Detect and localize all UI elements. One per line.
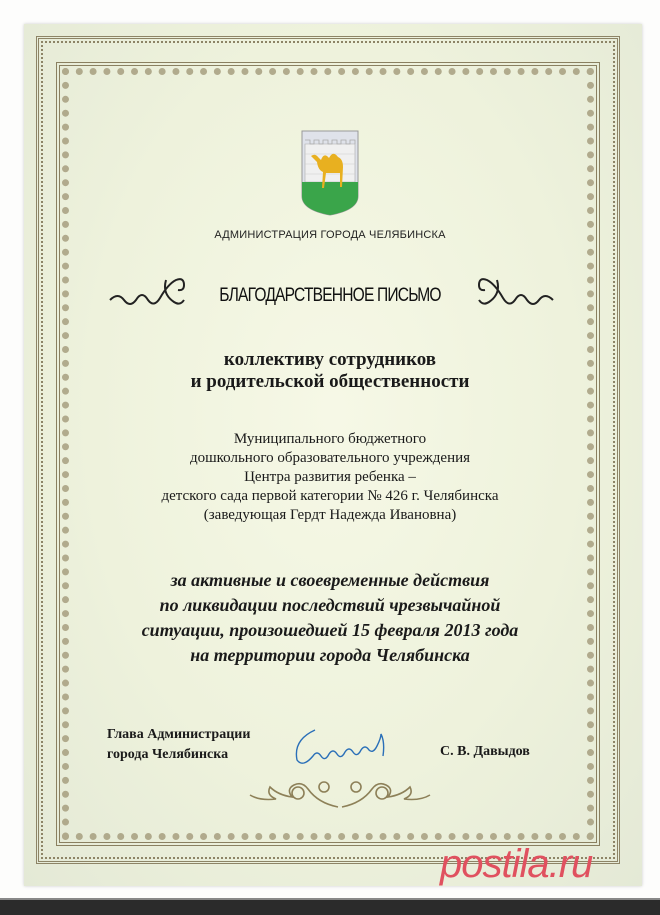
reason-line: на территории города Челябинска — [190, 645, 470, 665]
reason-line: за активные и своевременные действия — [170, 570, 490, 590]
organization-line: (заведующая Гердт Надежда Ивановна) — [203, 507, 457, 523]
recipient — [0, 349, 660, 393]
bottom-edge — [0, 898, 660, 915]
reason — [0, 568, 660, 668]
signatory-position — [107, 725, 250, 765]
organization — [0, 430, 660, 525]
document-title: БЛАГОДАРСТВЕННОЕ ПИСЬМО — [219, 285, 441, 306]
reason-line: по ликвидации последствий чрезвычайной — [159, 595, 501, 615]
reason-line: ситуации, произошедшей 15 февраля 2013 года — [141, 620, 519, 640]
floral-ornament-icon — [240, 775, 440, 815]
watermark: postila.ru — [440, 842, 593, 886]
organization-line: Муниципального бюджетного — [233, 431, 427, 447]
position-line: Глава Администрации — [107, 727, 251, 742]
administration-name: АДМИНИСТРАЦИЯ ГОРОДА ЧЕЛЯБИНСКА — [214, 229, 446, 241]
organization-line: Центра развития ребенка – — [244, 469, 416, 485]
handwritten-signature — [285, 722, 425, 772]
recipient-line: коллективу сотрудников — [223, 349, 437, 370]
position-line: города Челябинска — [107, 747, 229, 762]
organization-line: дошкольного образовательного учреждения — [189, 450, 471, 466]
signatory-name: С. В. Давыдов — [440, 744, 530, 759]
organization-line: детского сада первой категории № 426 г. Челябинска — [161, 488, 499, 504]
coat-of-arms-icon — [301, 130, 359, 216]
recipient-line: и родительской общественности — [190, 371, 470, 392]
right-flourish-icon — [475, 272, 555, 312]
